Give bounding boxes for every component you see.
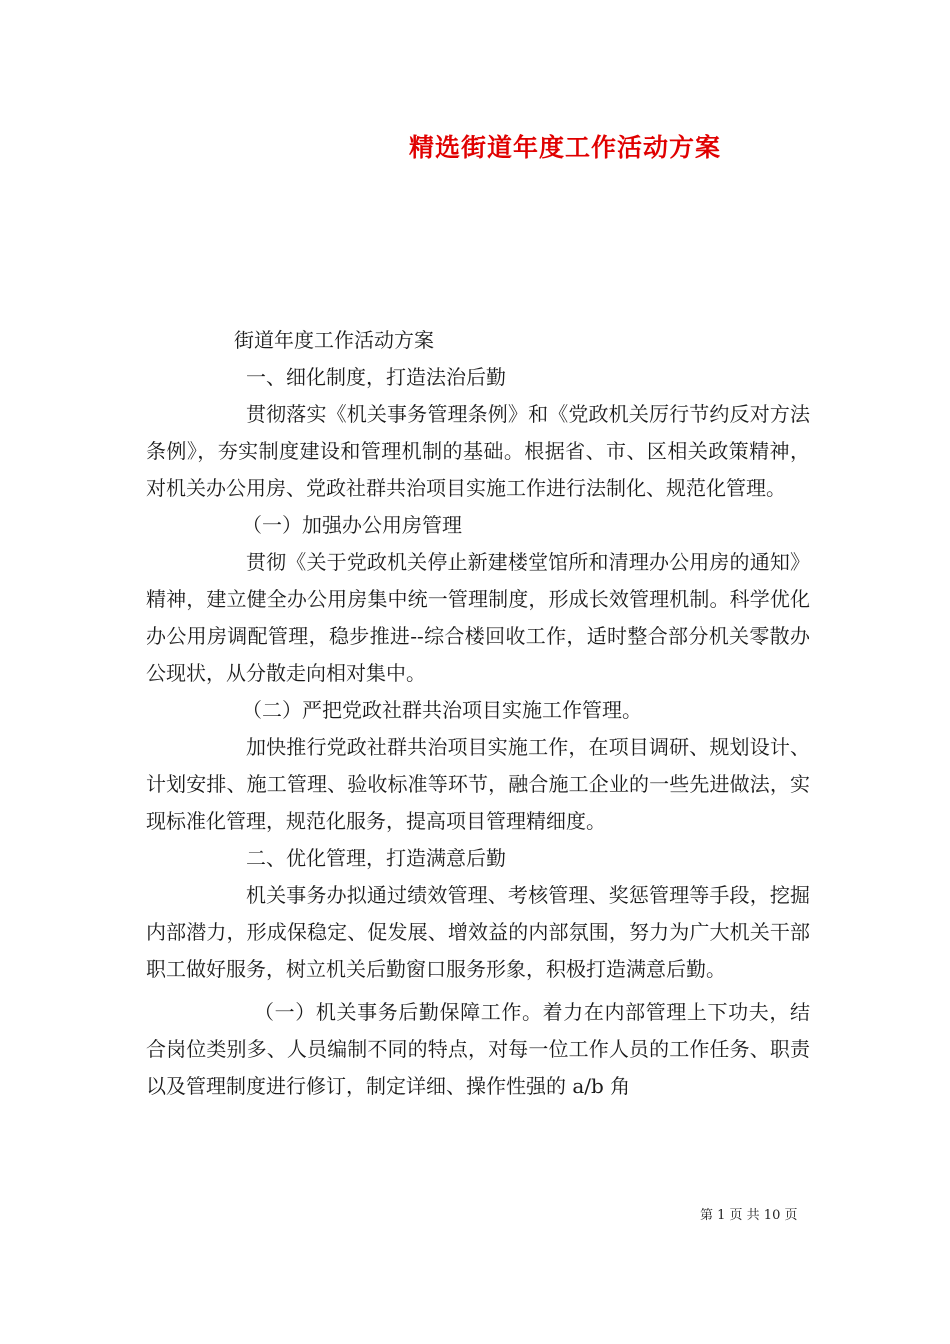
document-body <box>146 322 810 1105</box>
sub1-paragraph: 贯彻《关于党政机关停止新建楼堂馆所和清理办公用房的通知》精神，建立健全办公用房集中统一管理制度，形成长效管理机制。科学优化办公用房调配管理，稳步推进--综合楼回收工作，适时整合部分机关零散办公现状，从分散走向相对集中。 <box>146 550 810 685</box>
section1-heading: 一、细化制度，打造法治后勤 <box>246 365 506 389</box>
sub1-heading: （一）加强办公用房管理 <box>242 513 462 537</box>
sub2-paragraph: 加快推行党政社群共治项目实施工作，在项目调研、规划设计、计划安排、施工管理、验收标准等环节，融合施工企业的一些先进做法，实现标准化管理，规范化服务，提高项目管理精细度。 <box>146 735 810 833</box>
page-number: 第 1 页 共 10 页 <box>700 1208 798 1223</box>
document-title: 精选街道年度工作活动方案 <box>408 133 721 162</box>
sub3-paragraph: （一）机关事务后勤保障工作。着力在内部管理上下功夫，结合岗位类别多、人员编制不同的特点，对每一位工作人员的工作任务、职责以及管理制度进行修订，制定详细、操作性强的 a/b 角 <box>146 1000 810 1098</box>
section2-paragraph: 机关事务办拟通过绩效管理、考核管理、奖惩管理等手段，挖掘内部潜力，形成保稳定、促发展、增效益的内部氛围，努力为广大机关干部职工做好服务，树立机关后勤窗口服务形象，积极打造满意后勤。 <box>146 883 810 981</box>
section1-paragraph: 贯彻落实《机关事务管理条例》和《党政机关厉行节约反对方法条例》，夯实制度建设和管理机制的基础。根据省、市、区相关政策精神，对机关办公用房、党政社群共治项目实施工作进行法制化、规范化管理。 <box>146 402 810 500</box>
section2-heading: 二、优化管理，打造满意后勤 <box>246 846 506 870</box>
doc-heading: 街道年度工作活动方案 <box>234 328 434 352</box>
sub2-heading: （二）严把党政社群共治项目实施工作管理。 <box>242 698 642 722</box>
